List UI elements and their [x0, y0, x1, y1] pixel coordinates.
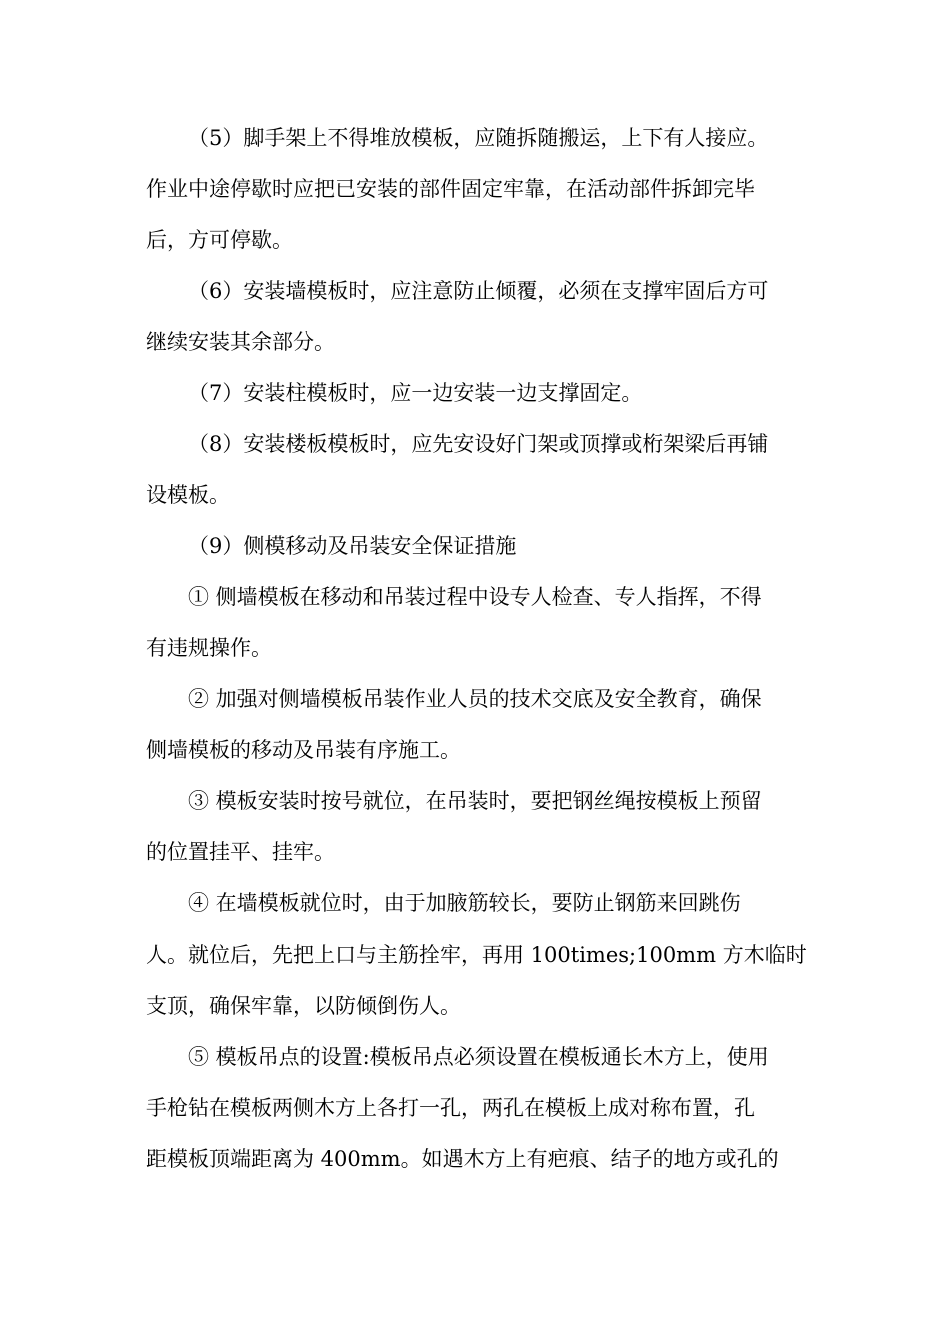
text-line-12: ② 加强对侧墙模板吊装作业人员的技术交底及安全教育，确保 [188, 687, 762, 711]
text-line-18: 支顶，确保牢靠，以防倾倒伤人。 [146, 994, 461, 1018]
text-line-7: （8）安装楼板模板时，应先安设好门架或顶撑或桁架梁后再铺 [188, 432, 769, 456]
text-line-15: 的位置挂平、挂牢。 [146, 840, 335, 864]
text-line-17: 人。就位后，先把上口与主筋拴牢，再用 100times;100mm 方木临时 [146, 943, 807, 967]
text-line-13: 侧墙模板的移动及吊装有序施工。 [146, 738, 461, 762]
text-line-16: ④ 在墙模板就位时，由于加腋筋较长，要防止钢筋来回跳伤 [188, 891, 741, 915]
text-line-6: （7）安装柱模板时，应一边安装一边支撑固定。 [188, 381, 643, 405]
text-line-20: 手枪钻在模板两侧木方上各打一孔，两孔在模板上成对称布置，孔 [146, 1096, 755, 1120]
text-line-14: ③ 模板安装时按号就位，在吊装时，要把钢丝绳按模板上预留 [188, 789, 762, 813]
text-line-8: 设模板。 [146, 483, 230, 507]
text-line-2: 作业中途停歇时应把已安装的部件固定牢靠，在活动部件拆卸完毕 [146, 177, 755, 201]
text-line-5: 继续安装其余部分。 [146, 330, 335, 354]
text-line-10: ① 侧墙模板在移动和吊装过程中设专人检查、专人指挥，不得 [188, 585, 762, 609]
text-line-4: （6）安装墙模板时，应注意防止倾覆，必须在支撑牢固后方可 [188, 279, 769, 303]
text-line-9: （9）侧模移动及吊装安全保证措施 [188, 534, 517, 558]
text-line-3: 后，方可停歇。 [146, 228, 293, 252]
text-line-11: 有违规操作。 [146, 636, 272, 660]
text-line-19: ⑤ 模板吊点的设置:模板吊点必须设置在模板通长木方上，使用 [188, 1045, 769, 1069]
text-line-1: （5）脚手架上不得堆放模板，应随拆随搬运，上下有人接应。 [188, 126, 769, 150]
text-line-21: 距模板顶端距离为 400mm。如遇木方上有疤痕、结子的地方或孔的 [146, 1147, 779, 1171]
